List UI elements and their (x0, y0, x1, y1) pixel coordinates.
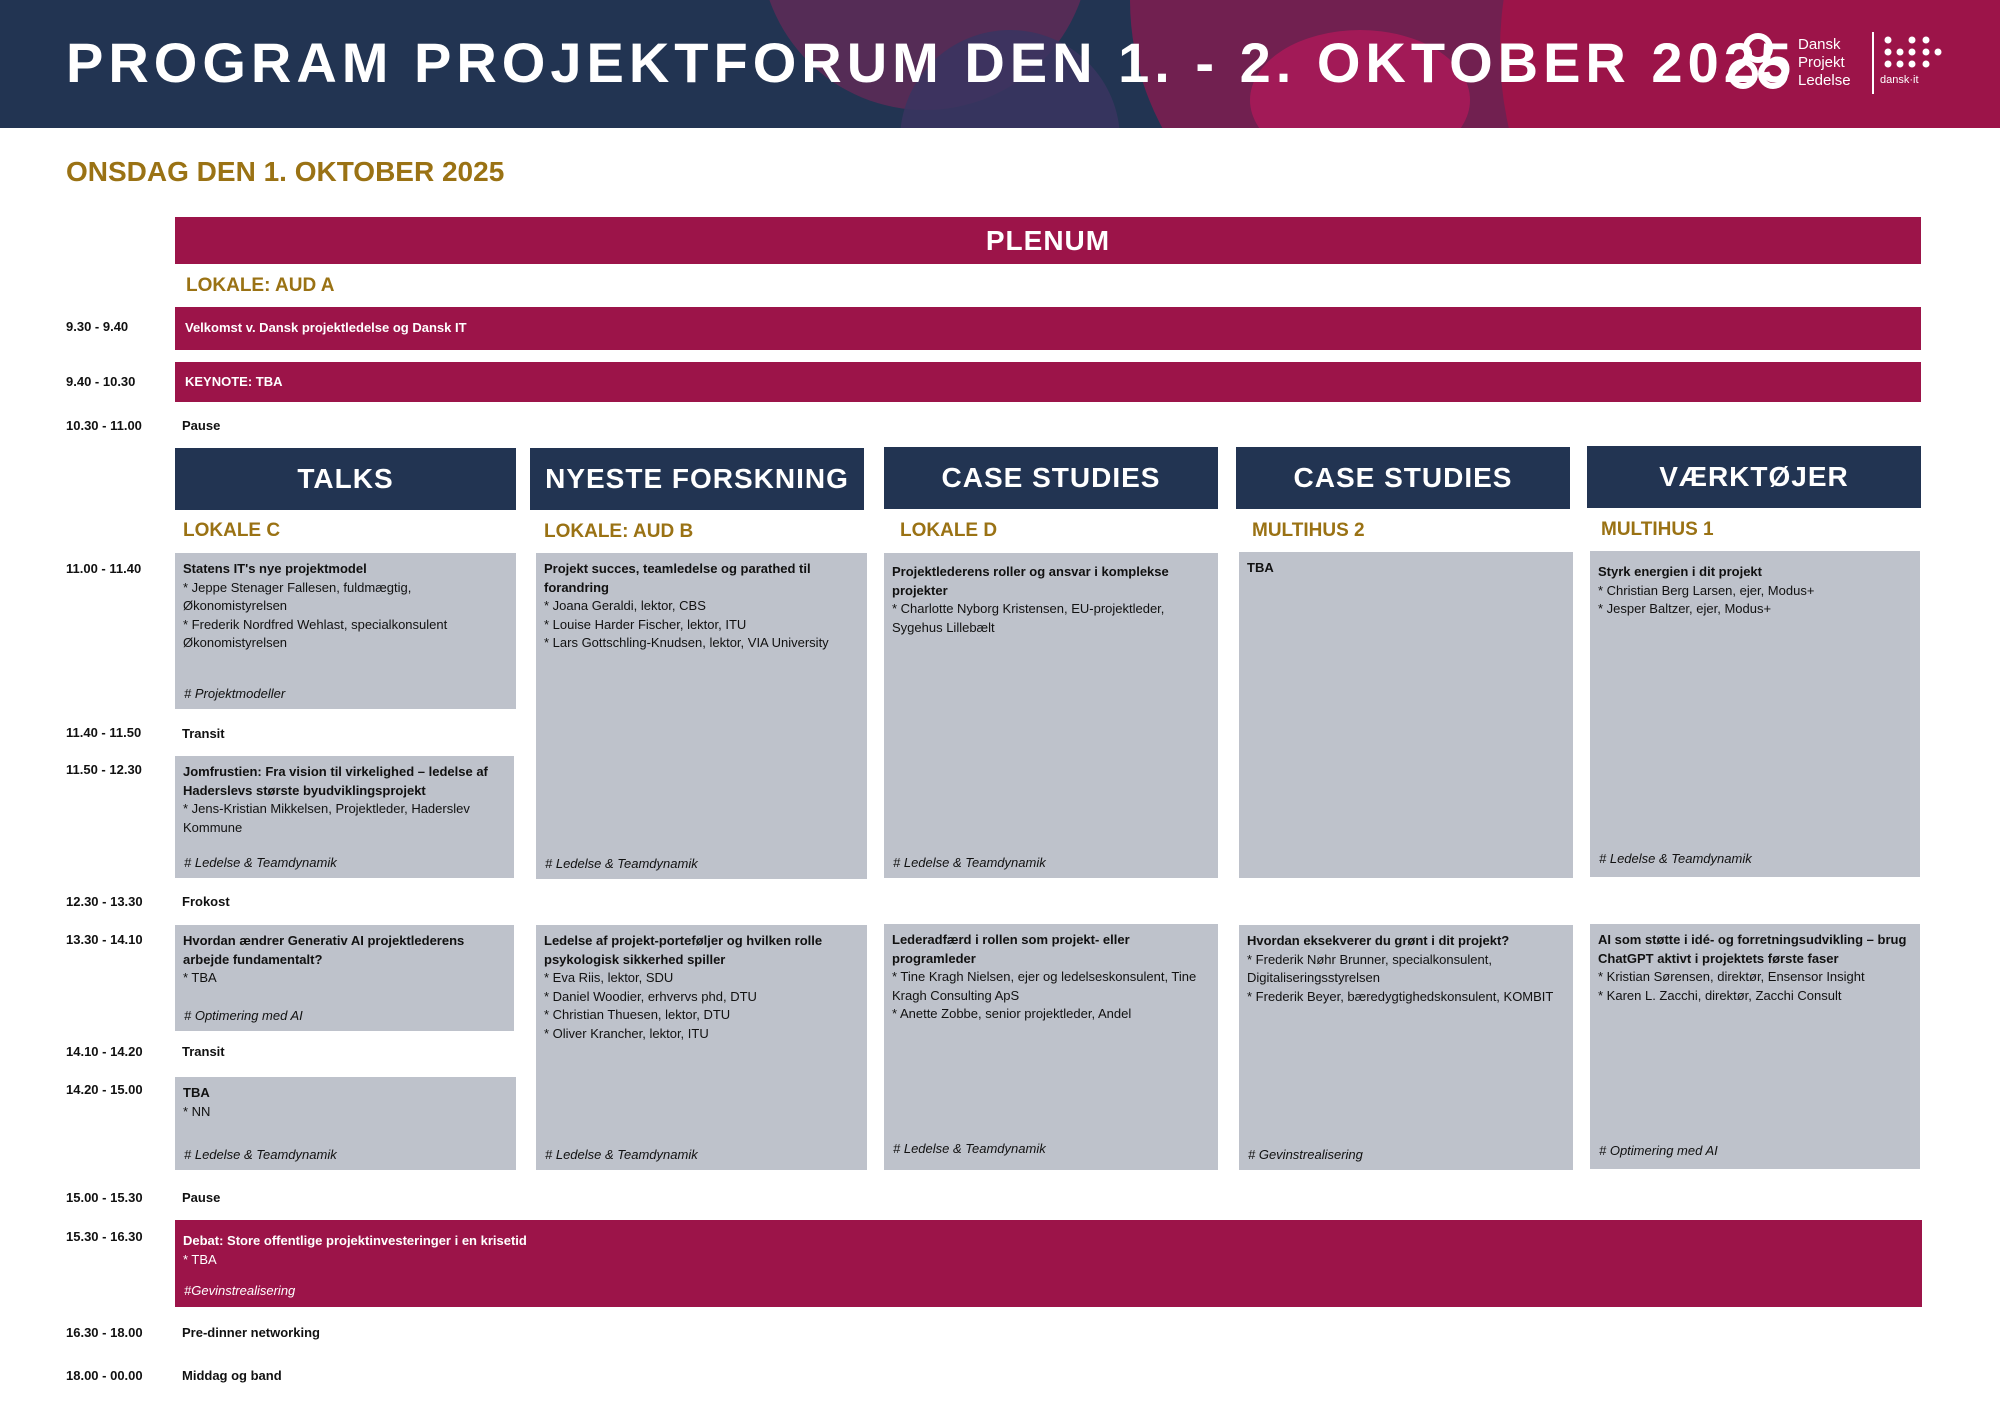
session-tag: # Ledelse & Teamdynamik (893, 854, 1046, 870)
speaker: * Louise Harder Fischer, lektor, ITU (544, 616, 747, 632)
break-label: Middag og band (182, 1368, 282, 1383)
dansk-projekt-ledelse-logo-icon (1726, 32, 1790, 96)
speaker: * Frederik Nøhr Brunner, specialkonsulent, Digitaliseringsstyrelsen (1247, 951, 1492, 985)
session-title: Jomfrustien: Fra vision til virkelighed – ledelse af Haderslevs største byudviklingsprojekt (183, 764, 488, 798)
time-label: 15.30 - 16.30 (66, 1229, 143, 1244)
logo-line: Dansk (1798, 36, 1841, 53)
day-title: ONSDAG DEN 1. OKTOBER 2025 (66, 156, 505, 187)
track-header-vaerktoejer (1587, 446, 1921, 508)
break-label: Transit (182, 1044, 225, 1059)
speaker: * TBA (183, 1251, 217, 1267)
logo-divider (1872, 32, 1874, 94)
session-tag: # Ledelse & Teamdynamik (1599, 850, 1752, 866)
logo-wordmark (1798, 36, 1851, 90)
plenum-header (175, 217, 1921, 264)
track-title: CASE STUDIES (1293, 462, 1513, 493)
time-label: 13.30 - 14.10 (66, 932, 143, 947)
track-header-nyeste-forskning (530, 448, 864, 510)
session-tag: # Ledelse & Teamdynamik (184, 854, 337, 870)
speaker: * Anette Zobbe, senior projektleder, Andel (892, 1006, 1132, 1021)
time-label: 9.40 - 10.30 (66, 374, 136, 389)
session-card-talks-4[interactable] (175, 1077, 516, 1170)
speaker: * Charlotte Nyborg Kristensen, EU-projektleder, Sygehus Lillebælt (892, 601, 1165, 635)
track-header-case-studies-multihus2 (1236, 447, 1570, 509)
session-card-vaerktoejer-1[interactable] (1590, 551, 1920, 877)
session-card-talks-1[interactable] (175, 553, 516, 709)
session-title: TBA (183, 1085, 210, 1100)
time-label: 16.30 - 18.00 (66, 1325, 143, 1340)
time-label: 14.10 - 14.20 (66, 1044, 143, 1059)
time-label: 18.00 - 00.00 (66, 1368, 143, 1383)
time-label: 11.40 - 11.50 (66, 725, 142, 740)
session-tag: # Ledelse & Teamdynamik (545, 1146, 698, 1162)
session-tag: # Optimering med AI (1599, 1142, 1718, 1158)
speaker: * Kristian Sørensen, direktør, Ensensor Insight (1598, 969, 1865, 984)
session-title: Lederadfærd i rollen som projekt- eller programleder (892, 932, 1130, 966)
session-title: Statens IT's nye projektmodel (183, 561, 367, 576)
break-label: Pause (182, 418, 221, 433)
logo-line: Projekt (1798, 54, 1845, 71)
track-header-case-studies-d (884, 447, 1218, 509)
time-label: 15.00 - 15.30 (66, 1190, 143, 1205)
session-card-case-d-1[interactable] (884, 553, 1218, 878)
time-label: 14.20 - 15.00 (66, 1082, 143, 1097)
dansk-it-logo-icon (1882, 32, 1944, 72)
session-tag: # Optimering med AI (184, 1007, 303, 1023)
session-title: Hvordan eksekverer du grønt i dit projekt? (1247, 933, 1510, 948)
session-tag: # Ledelse & Teamdynamik (893, 1140, 1046, 1156)
break-label: Transit (182, 726, 225, 741)
session-card-multihus2-1[interactable] (1239, 552, 1573, 878)
break-label: Frokost (182, 894, 230, 909)
speaker: * Karen L. Zacchi, direktør, Zacchi Consult (1598, 987, 1842, 1003)
speaker: * Frederik Nordfred Wehlast, specialkonsulent Økonomistyrelsen (183, 616, 448, 650)
session-card-case-d-2[interactable] (884, 924, 1218, 1170)
session-tag: # Projektmodeller (184, 685, 286, 701)
track-lokale: MULTIHUS 1 (1601, 519, 1714, 540)
speaker: * Tine Kragh Nielsen, ejer og ledelseskonsulent, Tine Kragh Consulting ApS (892, 969, 1197, 1003)
plenum-session-keynote (175, 362, 1921, 402)
brand-logo (1726, 30, 1946, 98)
session-title: KEYNOTE: TBA (185, 374, 283, 389)
session-card-forskning-1[interactable] (536, 553, 867, 879)
session-title: AI som støtte i idé- og forretningsudvikling – brug ChatGPT aktivt i projektets første faser (1598, 932, 1907, 966)
session-tag: # Ledelse & Teamdynamik (545, 855, 698, 871)
session-tag: #Gevinstrealisering (184, 1282, 296, 1298)
speaker: * TBA (183, 970, 217, 985)
session-card-forskning-2[interactable] (536, 925, 867, 1170)
speaker: * Eva Riis, lektor, SDU (544, 970, 674, 985)
session-title: Debat: Store offentlige projektinvesteringer i en krisetid (183, 1233, 527, 1248)
plenum-title: PLENUM (985, 224, 1111, 256)
track-title: VÆRKTØJER (1659, 461, 1849, 492)
speaker: * Jesper Baltzer, ejer, Modus+ (1598, 601, 1772, 616)
time-label: 10.30 - 11.00 (66, 418, 142, 433)
speaker: * Joana Geraldi, lektor, CBS (544, 598, 706, 613)
page-title: PROGRAM PROJEKTFORUM DEN 1. - 2. OKTOBER 2025 (66, 31, 1796, 94)
track-title: CASE STUDIES (941, 462, 1161, 493)
session-title: Hvordan ændrer Generativ AI projektlederens arbejde fundamentalt? (183, 933, 465, 967)
track-title: NYESTE FORSKNING (545, 463, 849, 494)
session-card-vaerktoejer-2[interactable] (1590, 924, 1920, 1169)
speaker: * Oliver Krancher, lektor, ITU (544, 1025, 709, 1041)
session-title: Projektlederens roller og ansvar i komplekse projekter (892, 564, 1169, 598)
logo-dansk-it-label: dansk·it (1880, 74, 1919, 86)
speaker: * Lars Gottschling-Knudsen, lektor, VIA University (544, 635, 829, 650)
time-label: 12.30 - 13.30 (66, 894, 143, 909)
track-lokale: LOKALE C (183, 520, 281, 541)
session-card-talks-3[interactable] (175, 925, 514, 1031)
plenum-lokale: LOKALE: AUD A (186, 275, 335, 296)
session-title: Ledelse af projekt-porteføljer og hvilken rolle psykologisk sikkerhed spiller (544, 933, 823, 967)
time-label: 11.50 - 12.30 (66, 762, 142, 777)
session-title: Velkomst v. Dansk projektledelse og Dansk IT (185, 320, 467, 335)
time-label: 11.00 - 11.40 (66, 561, 142, 576)
speaker: * Jens-Kristian Mikkelsen, Projektleder, Haderslev Kommune (183, 801, 470, 835)
break-label: Pause (182, 1190, 221, 1205)
speaker: * Daniel Woodier, erhvervs phd, DTU (544, 988, 757, 1004)
break-label: Pre-dinner networking (182, 1325, 320, 1340)
speaker: * Frederik Beyer, bæredygtighedskonsulent, KOMBIT (1247, 988, 1554, 1004)
track-title: TALKS (297, 463, 394, 494)
logo-line: Ledelse (1798, 72, 1851, 89)
track-lokale: MULTIHUS 2 (1252, 520, 1365, 541)
plenum-session-debate[interactable] (175, 1220, 1922, 1307)
session-tag: # Ledelse & Teamdynamik (184, 1146, 337, 1162)
session-card-multihus2-2[interactable] (1239, 925, 1573, 1170)
time-label: 9.30 - 9.40 (66, 319, 129, 334)
track-lokale: LOKALE D (900, 520, 998, 541)
session-tag: # Gevinstrealisering (1248, 1146, 1363, 1162)
speaker: * Jeppe Stenager Fallesen, fuldmægtig, Økonomistyrelsen (183, 579, 412, 613)
speaker: * NN (183, 1103, 211, 1119)
track-header-talks (175, 448, 516, 510)
session-title: Styrk energien i dit projekt (1598, 564, 1762, 579)
session-title: TBA (1247, 560, 1274, 575)
speaker: * Christian Thuesen, lektor, DTU (544, 1007, 731, 1022)
session-card-talks-2[interactable] (175, 756, 514, 878)
plenum-session-welcome (175, 307, 1921, 350)
speaker: * Christian Berg Larsen, ejer, Modus+ (1598, 582, 1815, 598)
track-lokale: LOKALE: AUD B (544, 521, 694, 542)
page-header (0, 0, 2000, 128)
session-title: Projekt succes, teamledelse og parathed til forandring (544, 561, 811, 595)
